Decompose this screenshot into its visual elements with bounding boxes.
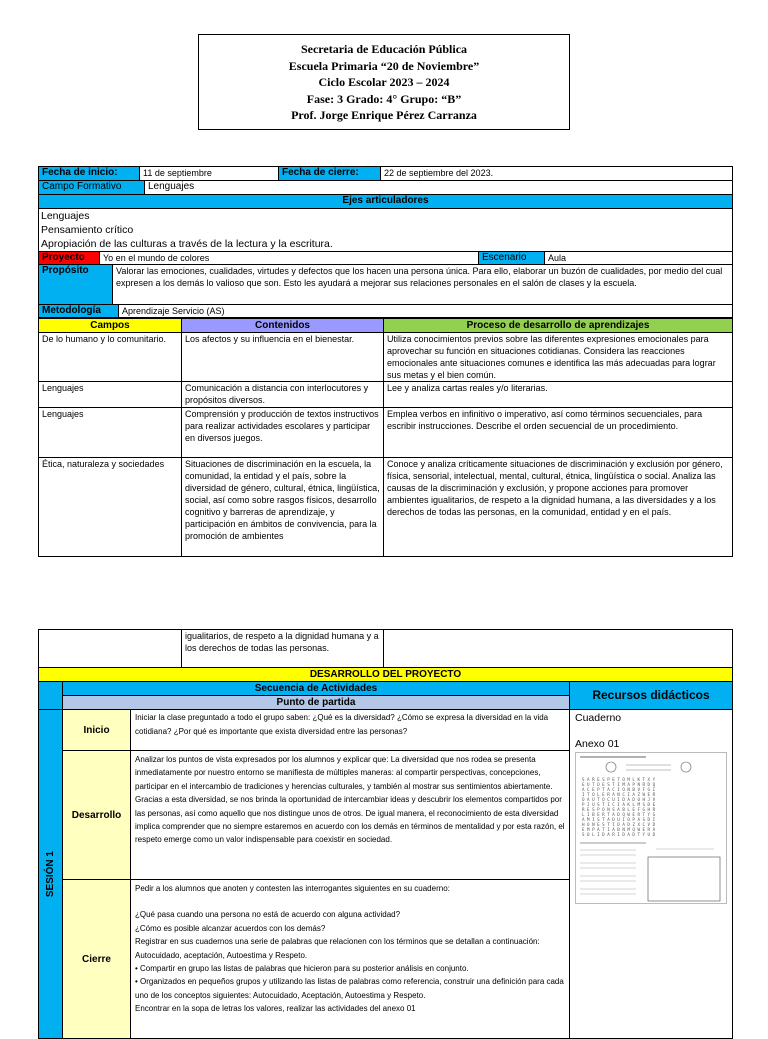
col-contenidos-header: Contenidos [181,318,384,333]
table-row-proceso: Lee y analiza cartas reales y/o literarias. [383,381,733,408]
header-line-2: Escuela Primaria “20 de Noviembre” [288,58,480,73]
cierre-line: Encontrar en la sopa de letras los valores, realizar las actividades del anexo 01 [135,1004,416,1014]
desarrollo-label: Desarrollo [62,750,131,880]
metodologia-value: Aprendizaje Servicio (AS) [118,304,733,318]
col-campos-header: Campos [38,318,182,333]
fecha-cierre-label: Fecha de cierre: [278,166,381,181]
ejes-articuladores-list [38,208,733,252]
proyecto-label: Proyecto [38,251,100,265]
anexo-worksheet-thumbnail [575,752,727,904]
svg-text:E M P A T I A B N M Q W E R A: E M P A T I A B N M Q W E R A [582,827,656,832]
header-line-1: Secretaria de Educación Pública [300,42,468,56]
fecha-inicio-label: Fecha de inicio: [38,166,140,181]
escenario-value: Aula [544,251,733,265]
header-line-5: Prof. Jorge Enrique Pérez Carranza [291,108,477,122]
cierre-line [135,895,565,908]
svg-text:I T O L E R A N C I A Z W E R: I T O L E R A N C I A Z W E R [582,792,656,797]
cierre-line: Pedir a los alumnos que anoten y contesten las interrogantes siguientes en su cuaderno: [135,884,450,893]
header-line-4: Fase: 3 Grado: 4° Grupo: “B” [306,91,462,106]
continuation-empty-cell [38,629,182,668]
cierre-text [130,879,570,1039]
cierre-line: • Organizados en pequeños grupos y utilizando las listas de palabras como referencia, construir una definición para cada uno de los conceptos siguientes: Autocuidado, Aceptación, Autoestima y Respeto. [135,977,564,1000]
word-search-icon [576,753,726,903]
recurso-cuaderno: Cuaderno [575,712,622,724]
campo-formativo-value: Lenguajes [144,180,733,195]
continuation-contenido: igualitarios, de respeto a la dignidad humana y a los derechos de todas las personas. [181,629,384,668]
sesion-label-cell [38,709,63,1039]
blank-header-cell [38,681,63,710]
svg-text:R E S P O N S A B L E F G H R: R E S P O N S A B L E F G H R [582,807,656,812]
cierre-line: ¿Cómo es posible alcanzar acuerdos con los demás? [135,923,326,933]
sesion-label: SESIÓN 1 [45,850,56,898]
punto-partida-title: Punto de partida [62,695,570,710]
svg-text:S O L I D A R I D A D T Y U D: S O L I D A R I D A D T Y U D [582,832,656,837]
table-row-contenido: Comprensión y producción de textos instructivos para realizar actividades escolares y participar en diversos juegos. [181,407,384,458]
table-row-contenido: Los afectos y su influencia en el bienestar. [181,332,384,382]
svg-text:A C E P T A C I O N B V F G I: A C E P T A C I O N B V F G I [582,787,656,792]
escenario-label: Escenario [478,251,545,265]
table-row-proceso: Conoce y analiza críticamente situaciones de discriminación y exclusión por género, física, sensorial, intelectual, mental, cultural, étnica, lingüística o social. Analiza las causas de la discriminación y exclusión, y propone acciones para promover ambientes igualitarios, de respeto a la dignidad humana, a las diversidades y a los derechos de todas las personas, en la comunidad, entidad y en el país. [383,457,733,557]
fecha-inicio-value: 11 de septiembre [139,166,279,181]
fecha-cierre-value: 22 de septiembre del 2023. [380,166,733,181]
svg-text:E U T O E S T I M A P N R D Q: E U T O E S T I M A P N R D Q [582,782,656,787]
header-line-3: Ciclo Escolar 2023 – 2024 [318,75,450,89]
cierre-line: Registrar en sus cuadernos una serie de palabras que relacionen con los términos que se detallan a continuación: Autocuidado, aceptación, Autoestima y Respeto. [135,937,540,960]
col-proceso-header: Proceso de desarrollo de aprendizajes [383,318,733,333]
ejes-articuladores-title: Ejes articuladores [38,194,733,209]
table-row-contenido: Comunicación a distancia con interlocutores y propósitos diversos. [181,381,384,408]
svg-text:A M I S T A D U I O P A S D I: A M I S T A D U I O P A S D I [582,817,656,822]
campo-formativo-label: Campo Formativo [38,180,145,195]
eje-item: Apropiación de las culturas a través de la lectura y la escritura. [41,238,333,250]
desarrollo-text: Analizar los puntos de vista expresados por los alumnos y explicar que: La diversidad que nos rodea se presenta inmediatamente por nuestro entorno se manifiesta de múltiples maneras: al compartir perspectivas, concepciones, participar en el intercambio de tradiciones y herencias culturales, y también al mostrar sus sentimientos abiertamente. Gracias a esta diversidad, se nos brinda la oportunidad de intercambiar ideas y descubrir los elementos compartidos por las personas, así como aquello que nos distingue unos de otros. De igual manera, el reconocimiento de esta diversidad implica comprender que no siempre estaremos en acuerdo con los demás en términos de mentalidad y por esta razón, el respeto emerge como un valor indispensable para coexistir en sociedad. [130,750,570,880]
table-row-proceso: Utiliza conocimientos previos sobre las diferentes expresiones emocionales para aprovechar su función en situaciones cotidianas. Considera las reacciones emocionales ante situaciones comunes e identifica las más adecuadas para lograr sus metas y el bien común. [383,332,733,382]
cierre-label: Cierre [62,879,131,1039]
table-row-proceso: Emplea verbos en infinitivo o imperativo, así como términos secuenciales, para escribir instrucciones. Describe el orden secuencial de un procedimiento. [383,407,733,458]
eje-item: Pensamiento crítico [41,224,134,236]
proposito-label: Propósito [38,264,113,305]
proposito-value: Valorar las emociones, cualidades, virtudes y defectos que los hacen una persona única. Para ello, elaborar un buzón de cualidades, por medio del cual expresen a los demás lo valioso que son. Esto les ayudará a mejorar sus relaciones personales en el salón de clases y la escuela. [112,264,733,305]
svg-text:L I B E R T A D Q W E R T Y S: L I B E R T A D Q W E R T Y S [582,812,656,817]
svg-text:S A R E S P E T O M L K T X Y: S A R E S P E T O M L K T X Y [582,777,656,782]
table-row-campo: De lo humano y lo comunitario. [38,332,182,382]
continuation-empty-cell [383,629,733,668]
secuencia-actividades-title: Secuencia de Actividades [62,681,570,696]
svg-text:O A U T O C U I D A D O H J V: O A U T O C U I D A D O H J V [582,797,656,802]
svg-text:P J U S T I C I A K L M S D E: P J U S T I C I A K L M S D E [582,802,656,807]
inicio-label: Inicio [62,709,131,751]
recursos-didacticos-title: Recursos didácticos [569,681,733,710]
eje-item: Lenguajes [41,210,90,222]
table-row-campo: Ética, naturaleza y sociedades [38,457,182,557]
recurso-anexo: Anexo 01 [575,738,620,750]
table-row-contenido: Situaciones de discriminación en la escuela, la comunidad, la entidad y el país, sobre la diversidad de género, cultural, étnica, lingüística, social, así como sobre rasgos físicos, desarrollo cognitivo y barreras de aprendizaje, y participación en ámbitos de convivencia, para la promoción de ambientes [181,457,384,557]
cierre-line: • Compartir en grupo las listas de palabras que hicieron para su posterior análisis en conjunto. [135,964,469,974]
proyecto-value: Yo en el mundo de colores [99,251,479,265]
inicio-text: Iniciar la clase preguntado a todo el grupo saben: ¿Qué es la diversidad? ¿Cómo se expresa la diversidad en la vida cotidiana? ¿Por qué es importante que exista diversidad entre las personas? [130,709,570,751]
metodologia-label: Metodología [38,304,119,318]
desarrollo-proyecto-title: DESARROLLO DEL PROYECTO [38,667,733,682]
school-header [198,34,570,130]
table-row-campo: Lenguajes [38,381,182,408]
svg-text:H O N E S T I D A D Z X C V D: H O N E S T I D A D Z X C V D [582,822,656,827]
table-row-campo: Lenguajes [38,407,182,458]
cierre-line: ¿Qué pasa cuando una persona no está de acuerdo con alguna actividad? [135,910,401,920]
